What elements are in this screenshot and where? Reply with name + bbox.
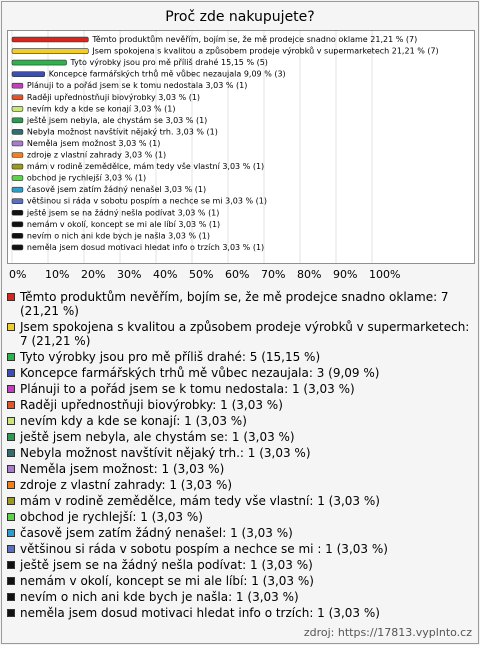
bar-label: Nebyla možnost navštívit nějaký trh. 3,03 % (1) [26, 127, 218, 137]
bar [12, 199, 23, 204]
legend-swatch [7, 369, 15, 377]
bar [12, 37, 88, 42]
legend-item [7, 526, 473, 540]
bar [12, 95, 23, 100]
legend-label: ještě jsem se na žádný nešla podívat: 1 (3,03 %) [20, 558, 313, 572]
legend [7, 290, 473, 622]
bar [12, 233, 23, 238]
legend-item [7, 574, 473, 588]
x-tick-label: 30% [117, 268, 142, 281]
legend-label: mám v rodině zemědělce, mám tedy vše vlastní: 1 (3,03 %) [20, 494, 380, 508]
bar [12, 164, 23, 169]
bar-label: zdroje z vlastní zahrady 3,03 % (1) [26, 150, 167, 160]
bar-chart [8, 31, 474, 263]
legend-swatch [7, 293, 15, 301]
legend-swatch [7, 433, 15, 441]
legend-label: většinou si ráda v sobotu pospím a nechce se mi : 1 (3,03 %) [20, 542, 388, 556]
bar [12, 141, 23, 146]
bar-label: neměla jsem dosud motivaci hledat info o trzích 3,03 % (1) [26, 242, 265, 252]
legend-swatch [7, 465, 15, 473]
bar [12, 49, 88, 54]
bar-label: nemám v okolí, koncept se mi ale líbí 3,03 % (1) [26, 219, 221, 229]
legend-swatch [7, 545, 15, 553]
x-tick-label: 60% [225, 268, 250, 281]
bar [12, 129, 23, 134]
legend-label: Koncepce farmářských trhů mě vůbec nezaujala: 3 (9,09 %) [20, 366, 380, 380]
bar-label: Neměla jsem možnost 3,03 % (1) [26, 138, 161, 148]
legend-item [7, 398, 473, 412]
legend-item [7, 414, 473, 428]
bar [12, 153, 23, 158]
bar [12, 118, 23, 123]
legend-swatch [7, 577, 15, 585]
legend-item [7, 590, 473, 604]
legend-swatch [7, 609, 15, 617]
legend-item [7, 446, 473, 460]
legend-swatch [7, 449, 15, 457]
bar-label: Těmto produktům nevěřím, bojím se, že mě prodejce snadno oklame 21,21 % (7) [92, 35, 418, 44]
legend-swatch [7, 497, 15, 505]
legend-label: ještě jsem nebyla, ale chystám se: 1 (3,03 %) [20, 430, 295, 444]
bar [12, 176, 23, 181]
legend-label: nemám v okolí, koncept se mi ale líbí: 1 (3,03 %) [20, 574, 314, 588]
legend-swatch [7, 323, 15, 331]
legend-item [7, 382, 473, 396]
legend-item [7, 320, 473, 348]
legend-label: Raději upřednostňuji biovýrobky: 1 (3,03 %) [20, 398, 283, 412]
bar-label: ještě jsem nebyla, ale chystám se 3,03 % (1) [26, 115, 208, 125]
legend-label: Jsem spokojena s kvalitou a způsobem prodeje výrobků v supermarketech: 7 (21,21 %) [20, 320, 470, 348]
bar-label: Raději upřednostňuji biovýrobky 3,03 % (1) [26, 92, 201, 102]
legend-item [7, 494, 473, 508]
bar [12, 83, 23, 88]
legend-item [7, 542, 473, 556]
bar [12, 60, 67, 65]
x-tick-label: 10% [45, 268, 70, 281]
bar-label: Plánuji to a pořád jsem se k tomu nedostala 3,03 % (1) [26, 81, 248, 91]
legend-label: Plánuji to a pořád jsem se k tomu nedostala: 1 (3,03 %) [20, 382, 355, 396]
legend-item [7, 606, 473, 620]
bar [12, 106, 23, 111]
bar [12, 245, 23, 250]
bar [12, 210, 23, 215]
source-note: zdroj: https://17813.vyplnto.cz [303, 626, 472, 639]
legend-item [7, 290, 473, 318]
legend-swatch [7, 353, 15, 361]
legend-label: obchod je rychlejší: 1 (3,03 %) [20, 510, 203, 524]
legend-label: zdroje z vlastní zahrady: 1 (3,03 %) [20, 478, 233, 492]
legend-item [7, 462, 473, 476]
legend-label: Neměla jsem možnost: 1 (3,03 %) [20, 462, 225, 476]
legend-item [7, 430, 473, 444]
x-tick-label: 0% [9, 268, 27, 281]
bar [12, 72, 45, 77]
legend-swatch [7, 385, 15, 393]
legend-item [7, 366, 473, 380]
legend-label: nevím kdy a kde se konají: 1 (3,03 %) [20, 414, 247, 428]
bar-label: Koncepce farmářských trhů mě vůbec nezaujala 9,09 % (3) [48, 69, 286, 79]
bar-label: mám v rodině zemědělce, mám tedy vše vlastní 3,03 % (1) [26, 162, 265, 172]
x-tick-label: 50% [189, 268, 214, 281]
bar [12, 187, 23, 192]
x-tick-label: 40% [153, 268, 178, 281]
legend-label: Těmto produktům nevěřím, bojím se, že mě prodejce snadno oklame: 7 (21,21 %) [20, 290, 449, 318]
x-tick-label: 90% [333, 268, 358, 281]
x-tick-label: 70% [261, 268, 286, 281]
legend-label: nevím o nich ani kde bych je našla: 1 (3,03 %) [20, 590, 299, 604]
chart-title: Proč zde nakupujete? [165, 9, 315, 25]
legend-swatch [7, 401, 15, 409]
legend-swatch [7, 593, 15, 601]
legend-swatch [7, 417, 15, 425]
bar-label: většinou si ráda v sobotu pospím a nechce se mi 3,03 % (1) [26, 196, 267, 206]
legend-label: časově jsem zatím žádný nenašel: 1 (3,03 %) [20, 526, 293, 540]
x-tick-label: 100% [369, 268, 401, 281]
legend-item [7, 510, 473, 524]
x-tick-label: 80% [297, 268, 322, 281]
bar-label: nevím kdy a kde se konají 3,03 % (1) [26, 104, 176, 114]
bar-label: obchod je rychlejší 3,03 % (1) [26, 173, 147, 183]
legend-item [7, 558, 473, 572]
bar-label: časově jsem zatím žádný nenašel 3,03 % (1) [26, 185, 207, 195]
bar-label: ještě jsem se na žádný nešla podívat 3,03 % (1) [26, 208, 220, 218]
bar-label: Jsem spokojena s kvalitou a způsobem prodeje výrobků v supermarketech 21,21 % (7) [92, 46, 439, 56]
bar-label: nevím o nich ani kde bych je našla 3,03 % (1) [26, 231, 211, 241]
legend-swatch [7, 529, 15, 537]
legend-swatch [7, 481, 15, 489]
x-tick-label: 20% [81, 268, 106, 281]
bar-label: Tyto výrobky jsou pro mě příliš drahé 15,15 % (5) [70, 58, 268, 68]
plot-area [7, 30, 475, 264]
legend-item [7, 478, 473, 492]
bar [12, 222, 23, 227]
legend-label: neměla jsem dosud motivaci hledat info o trzích: 1 (3,03 %) [20, 606, 380, 620]
legend-swatch [7, 561, 15, 569]
legend-label: Tyto výrobky jsou pro mě příliš drahé: 5 (15,15 %) [20, 350, 321, 364]
legend-swatch [7, 513, 15, 521]
legend-item [7, 350, 473, 364]
legend-label: Nebyla možnost navštívit nějaký trh.: 1 (3,03 %) [20, 446, 311, 460]
